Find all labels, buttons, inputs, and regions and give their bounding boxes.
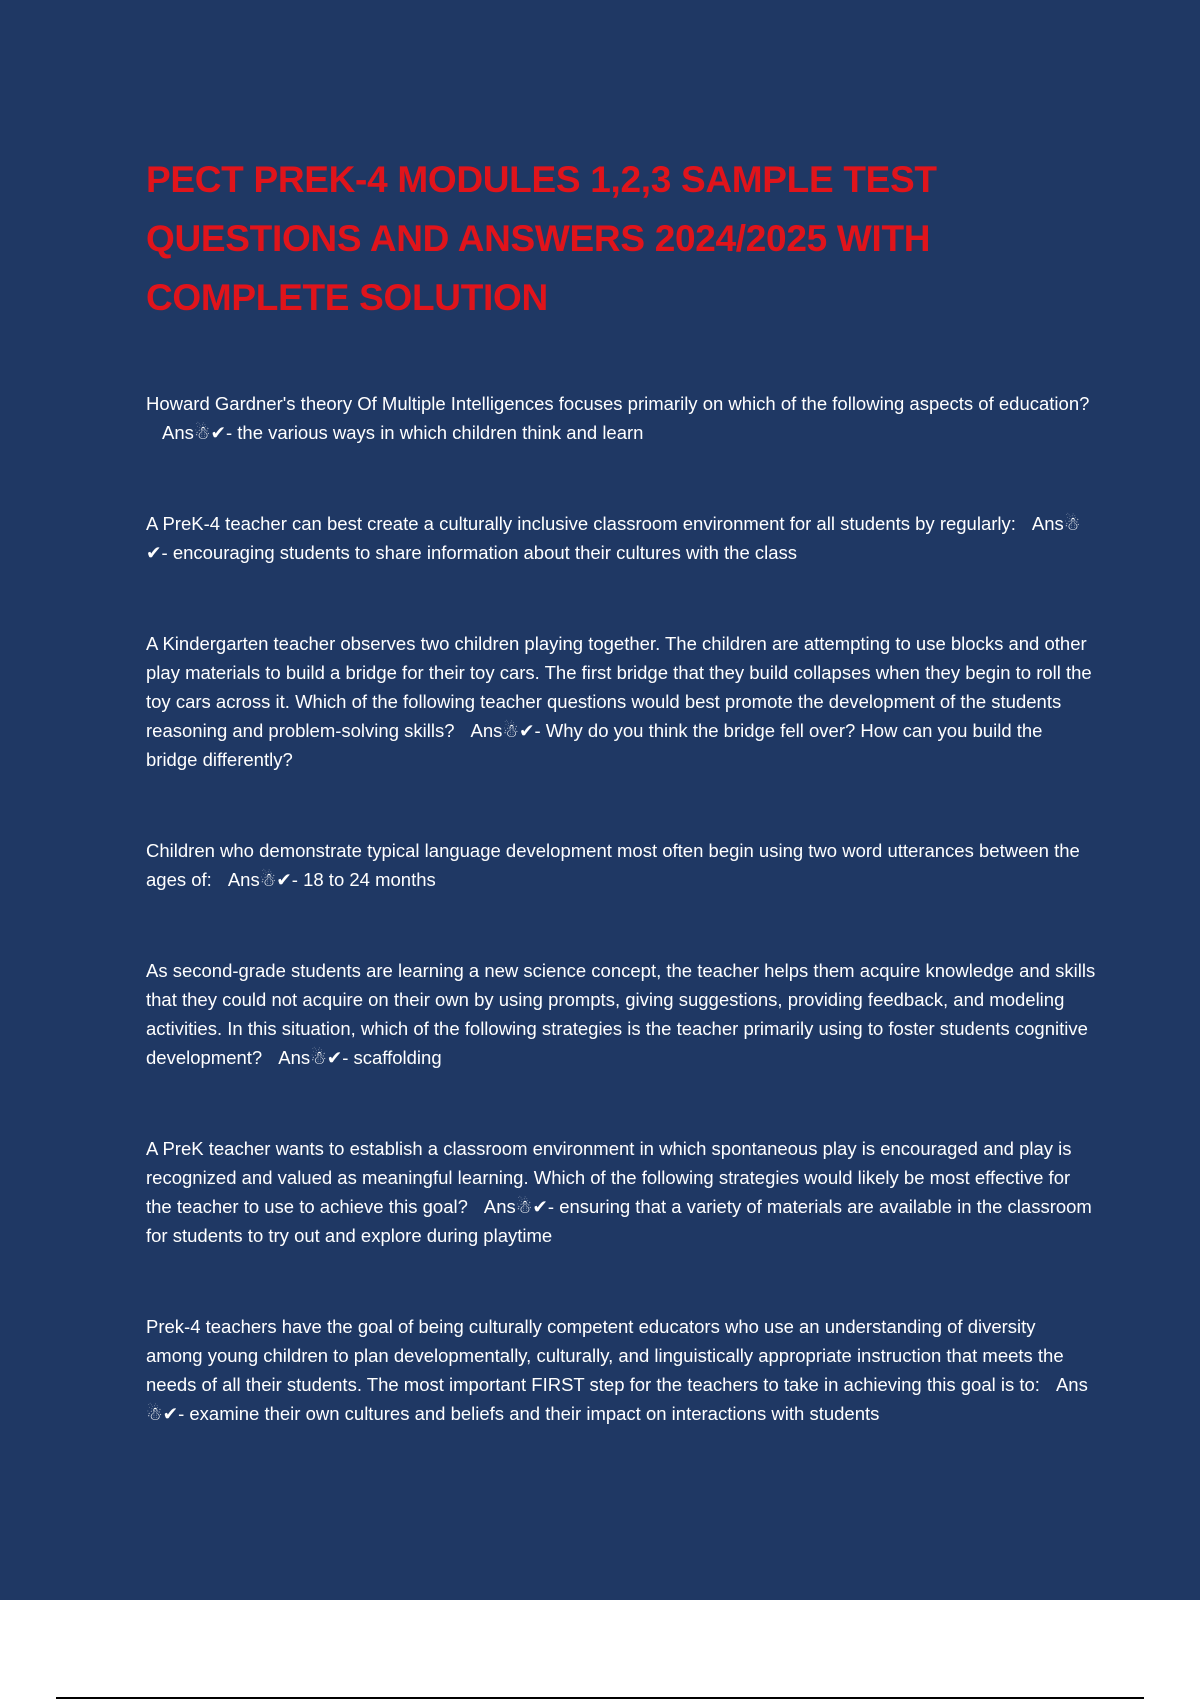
question-text: Prek-4 teachers have the goal of being culturally competent educators who use an understanding of diversity among young children to plan developmentally, culturally, and linguistically appropriate instruction that meets the needs of all their students. The most important FIRST step for the teachers to take in achieving this goal is to: — [146, 1316, 1064, 1395]
answer-marker: Ans☃✔- — [162, 422, 233, 443]
question-text: A Kindergarten teacher observes two children playing together. The children are attempting to use blocks and other play materials to build a bridge for their toy cars. The first bridge that they build collapses when they begin to roll the toy cars across it. Which of the following teacher questions would best promote the development of the students reasoning and problem-solving skills? — [146, 633, 1092, 741]
question-text: A PreK teacher wants to establish a classroom environment in which spontaneous play is encouraged and play is recognized and valued as meaningful learning. Which of the following strategies would likely be most effective for the teacher to use to achieve this goal? — [146, 1138, 1072, 1217]
qa-list — [146, 389, 1096, 1428]
answer-marker: Ans☃✔- — [278, 1047, 349, 1068]
answer-text: examine their own cultures and beliefs and their impact on interactions with students — [189, 1403, 880, 1424]
page-divider-line — [56, 1697, 1144, 1699]
answer-marker: Ans☃✔- — [146, 1374, 1088, 1424]
qa-item — [146, 629, 1096, 774]
answer-text: encouraging students to share information about their cultures with the class — [172, 542, 798, 563]
question-text: Howard Gardner's theory Of Multiple Intelligences focuses primarily on which of the following aspects of education? — [146, 393, 1090, 414]
answer-marker: Ans☃✔- — [146, 513, 1081, 563]
answer-marker: Ans☃✔- — [483, 1196, 555, 1217]
qa-item — [146, 509, 1096, 567]
answer-marker: Ans☃✔- — [227, 869, 298, 890]
question-text: Children who demonstrate typical language development most often begin using two word utterances between the ages of: — [146, 840, 1080, 890]
answer-text: Why do you think the bridge fell over? How can you build the bridge differently? — [146, 720, 1043, 770]
answer-text: 18 to 24 months — [303, 869, 436, 890]
qa-item — [146, 1134, 1096, 1250]
document-content — [146, 150, 1096, 1490]
answer-text: scaffolding — [353, 1047, 442, 1068]
question-text: As second-grade students are learning a new science concept, the teacher helps them acquire knowledge and skills that they could not acquire on their own by using prompts, giving suggestions, providing feedback, and modeling activities. In this situation, which of the following strategies is the teacher primarily using to foster students cognitive development? — [146, 960, 1096, 1068]
qa-item — [146, 389, 1096, 447]
answer-text: the various ways in which children think and learn — [237, 422, 644, 443]
qa-item — [146, 956, 1096, 1072]
answer-text: ensuring that a variety of materials are available in the classroom for students to try out and explore during playtime — [146, 1196, 1092, 1246]
document-title: PECT PREK-4 MODULES 1,2,3 SAMPLE TEST QUESTIONS AND ANSWERS 2024/2025 WITH COMPLETE SOLUTION — [146, 159, 937, 318]
answer-marker: Ans☃✔- — [470, 720, 541, 741]
question-text: A PreK-4 teacher can best create a culturally inclusive classroom environment for all students by regularly: — [146, 513, 1016, 534]
qa-item — [146, 836, 1096, 894]
qa-item — [146, 1312, 1096, 1428]
